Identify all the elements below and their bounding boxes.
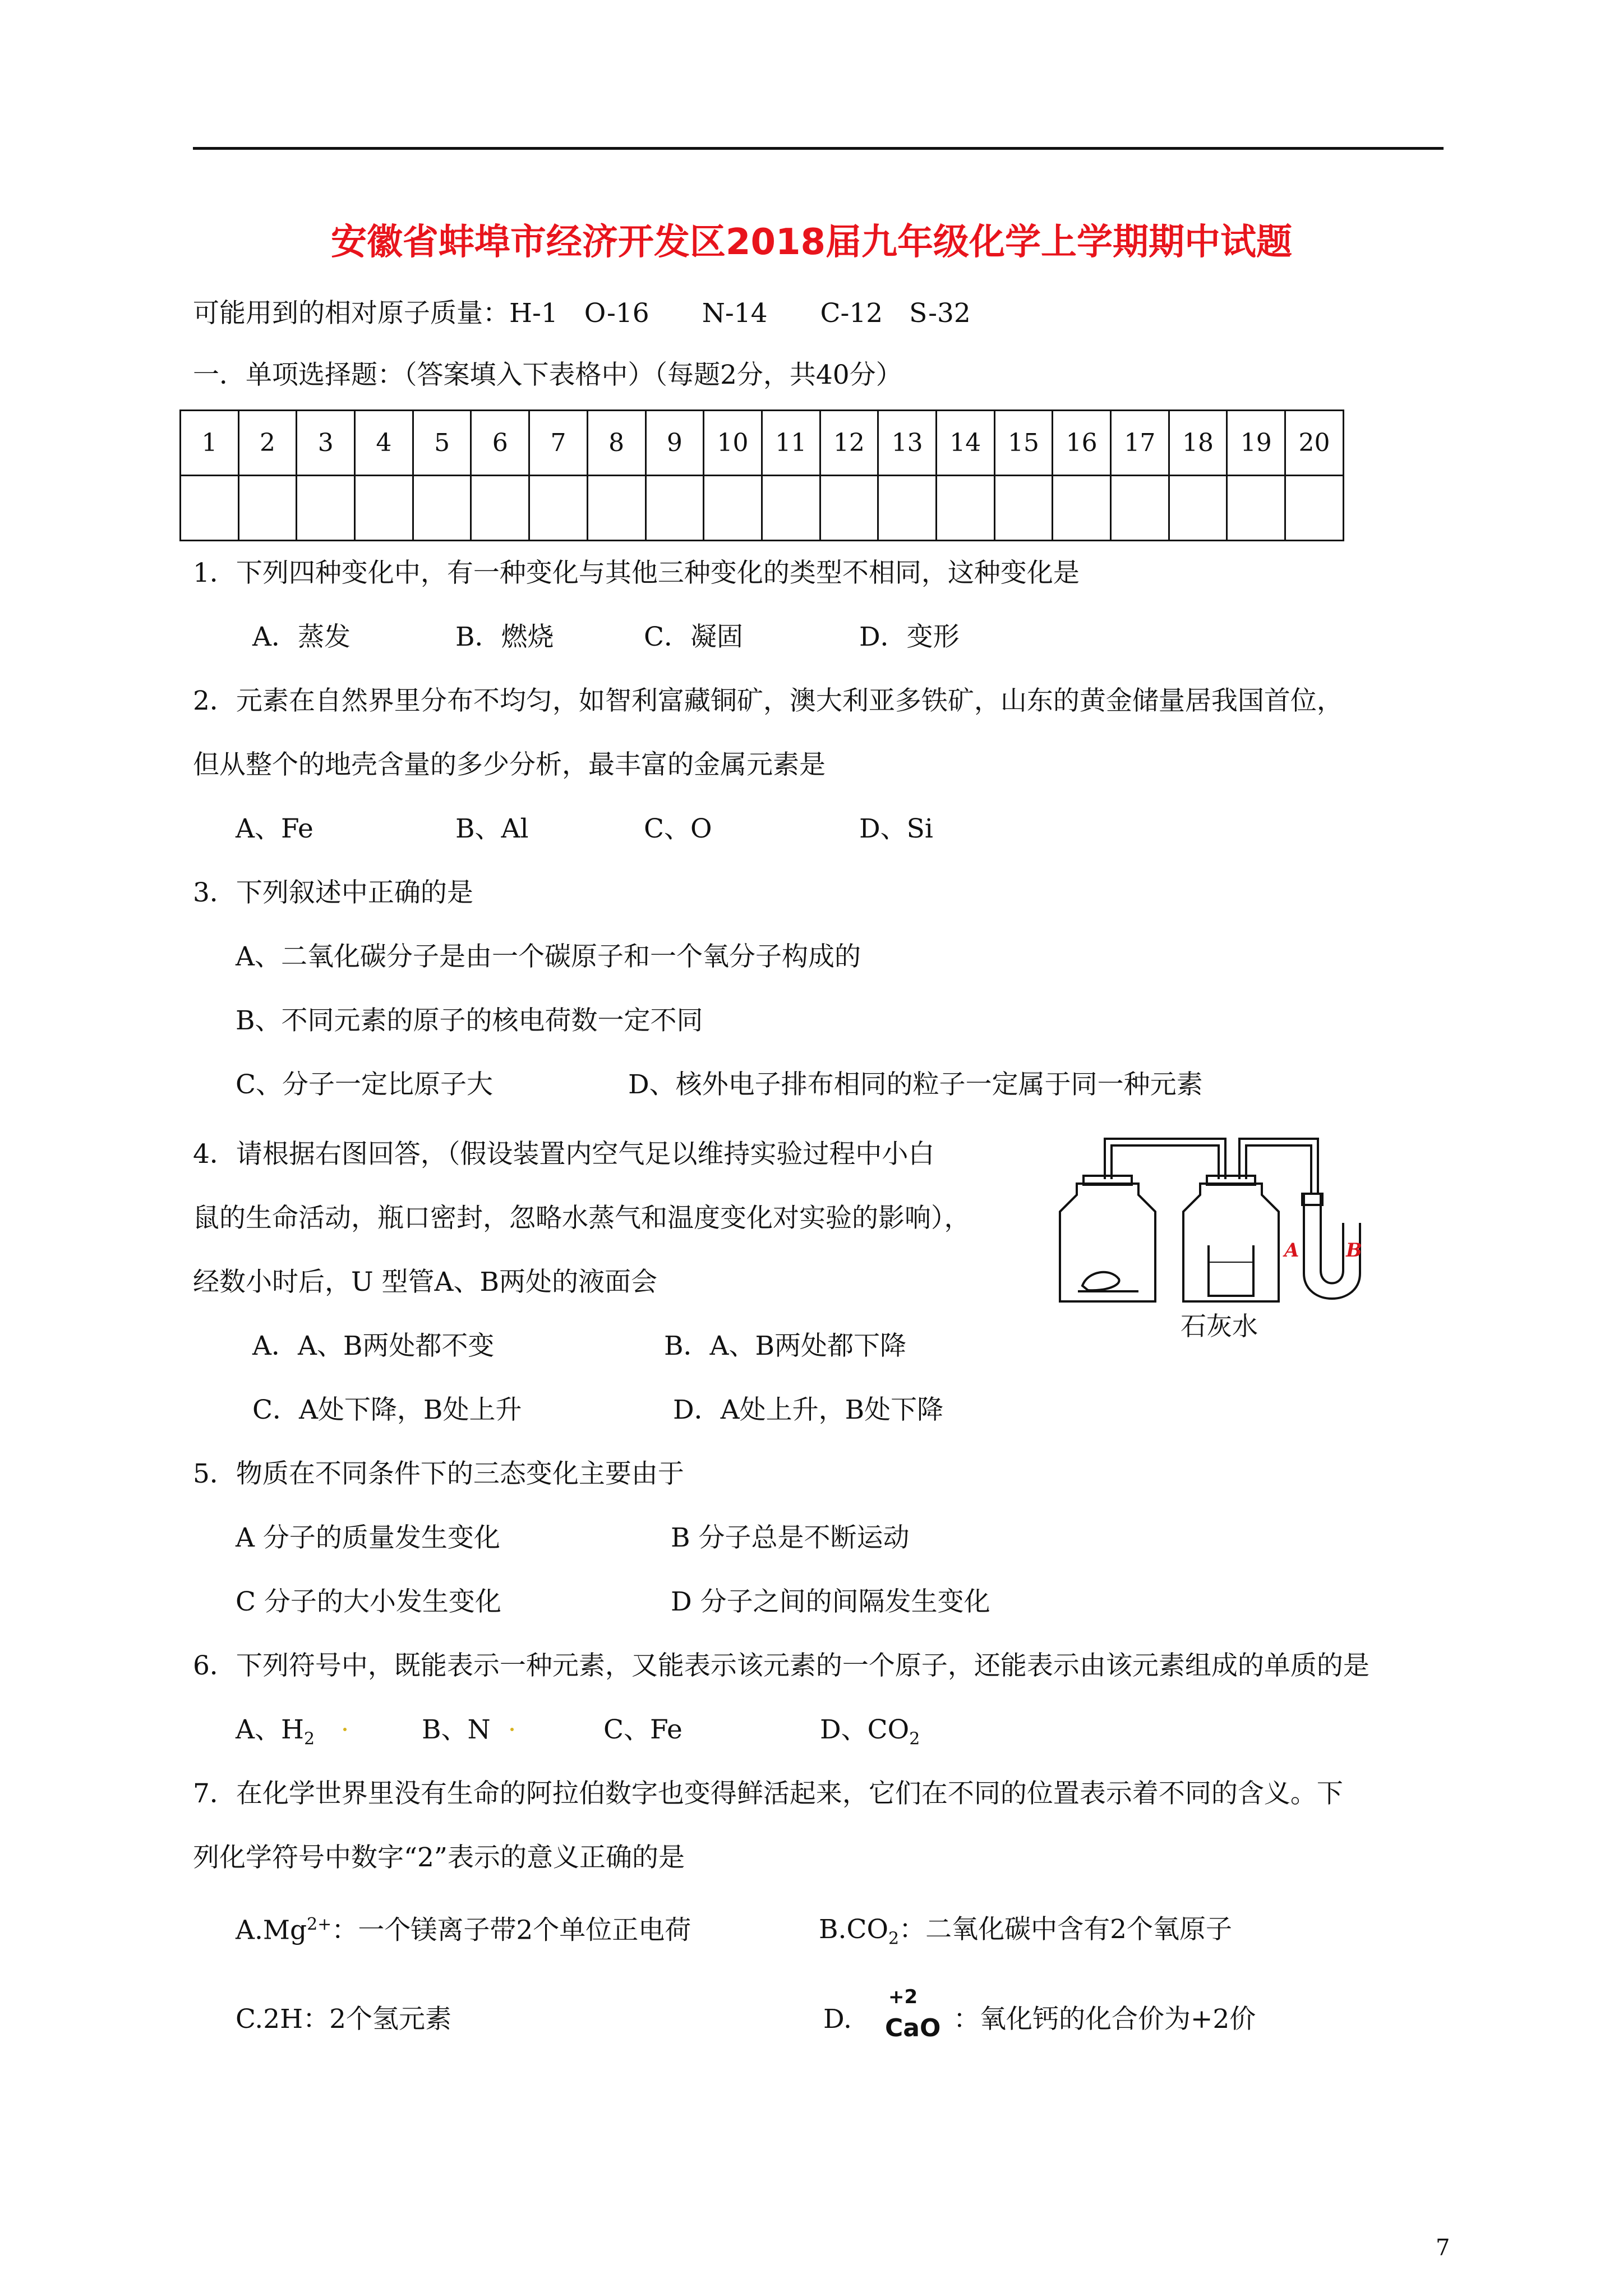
section-heading: 一．单项选择题：（答案填入下表格中）（每题2分，共40分） — [193, 360, 902, 390]
answer-blank-cell[interactable] — [762, 476, 820, 541]
q1-option-b: B．燃烧 — [455, 622, 554, 652]
question-6-stem: 6．下列符号中，既能表示一种元素，又能表示该元素的一个原子，还能表示由该元素组成的单质的是 — [193, 1650, 1370, 1681]
q5-option-c: C 分子的大小发生变化 — [236, 1586, 501, 1617]
answer-blank-cell[interactable] — [820, 476, 878, 541]
question-2-stem-1: 2．元素在自然界里分布不均匀，如智利富藏铜矿，澳大利亚多铁矿，山东的黄金储量居我国首位， — [193, 685, 1343, 716]
answer-blank-cell[interactable] — [355, 476, 413, 541]
stray-dot — [510, 1728, 514, 1731]
answer-blank-cell[interactable] — [1169, 476, 1227, 541]
cao-valence-formula — [885, 1986, 941, 2053]
answer-number-cell: 2 — [238, 411, 297, 476]
q5-option-b: B 分子总是不断运动 — [671, 1522, 910, 1553]
answer-number-cell: 18 — [1169, 411, 1227, 476]
answer-number-cell: 13 — [878, 411, 937, 476]
answer-table — [179, 409, 1344, 541]
question-7-stem-2: 列化学符号中数字“2”表示的意义正确的是 — [193, 1842, 685, 1873]
q7-option-a: $A.Mg^{2+}$：一个镁离子带2个单位正电荷 — [236, 1915, 691, 1946]
q1-option-d: D．变形 — [859, 622, 960, 652]
q3-option-c: C、分子一定比原子大 — [236, 1069, 493, 1100]
question-7-stem-1: 7．在化学世界里没有生命的阿拉伯数字也变得鲜活起来，它们在不同的位置表示着不同的含义。下 — [193, 1778, 1343, 1809]
label-a: A — [1284, 1239, 1299, 1262]
answer-blank-cell[interactable] — [181, 476, 239, 541]
q2-option-d: D、Si — [859, 813, 933, 844]
q2-option-c: C、O — [644, 813, 712, 844]
answer-blank-cell[interactable] — [238, 476, 297, 541]
question-2-stem-2: 但从整个的地壳含量的多少分析，最丰富的金属元素是 — [193, 749, 826, 780]
answer-blank-cell[interactable] — [529, 476, 588, 541]
answer-blank-cell[interactable] — [878, 476, 937, 541]
limewater-label: 石灰水 — [1181, 1311, 1258, 1341]
question-3-stem: 3．下列叙述中正确的是 — [193, 877, 473, 908]
question-4-stem-3: 经数小时后，U 型管A、B两处的液面会 — [193, 1267, 658, 1297]
q7-option-d-text: ：氧化钙的化合价为+2价 — [953, 2004, 1256, 2035]
question-4-stem-1: 4．请根据右图回答，（假设装置内空气足以维持实验过程中小白 — [193, 1139, 935, 1170]
answer-number-cell: 8 — [587, 411, 645, 476]
question-5-stem: 5．物质在不同条件下的三态变化主要由于 — [193, 1458, 684, 1489]
answer-number-cell: 12 — [820, 411, 878, 476]
answer-blank-cell[interactable] — [471, 476, 529, 541]
q1-option-c: C．凝固 — [644, 622, 743, 652]
answer-blank-cell[interactable] — [936, 476, 994, 541]
q7-option-c: C.2H：2个氢元素 — [236, 2004, 452, 2035]
answer-blank-cell[interactable] — [1053, 476, 1111, 541]
q3-option-b: B、不同元素的原子的核电荷数一定不同 — [236, 1005, 703, 1036]
answer-blank-cell[interactable] — [704, 476, 762, 541]
question-4-stem-2: 鼠的生命活动，瓶口密封，忽略水蒸气和温度变化对实验的影响）， — [193, 1203, 971, 1234]
q7-option-b: $B.CO_2$：二氧化碳中含有2个氧原子 — [819, 1914, 1232, 1949]
q1-option-a: A．蒸发 — [252, 622, 351, 652]
answer-number-cell: 16 — [1053, 411, 1111, 476]
q5-option-a: A 分子的质量发生变化 — [236, 1522, 500, 1553]
answer-blank-cell[interactable] — [645, 476, 704, 541]
page-title: 安徽省蚌埠市经济开发区2018届九年级化学上学期期中试题 — [330, 222, 1293, 263]
question-1-stem: 1．下列四种变化中，有一种变化与其他三种变化的类型不相同，这种变化是 — [193, 558, 1080, 588]
q2-option-a: A、Fe — [236, 813, 313, 844]
answer-blank-cell[interactable] — [297, 476, 355, 541]
answer-number-cell: 20 — [1285, 411, 1344, 476]
answer-blank-cell[interactable] — [413, 476, 471, 541]
cao-formula: CaO — [885, 2014, 941, 2042]
q3-option-d: D、核外电子排布相同的粒子一定属于同一种元素 — [628, 1069, 1203, 1100]
q5-option-d: D 分子之间的间隔发生变化 — [671, 1586, 990, 1617]
q6-option-a: A、$H_2$ — [236, 1714, 315, 1749]
answer-number-cell: 10 — [704, 411, 762, 476]
answer-number-cell: 14 — [936, 411, 994, 476]
answer-blank-cell[interactable] — [1111, 476, 1169, 541]
answer-number-cell: 19 — [1227, 411, 1285, 476]
answer-blank-cell[interactable] — [1227, 476, 1285, 541]
stray-dot — [343, 1728, 347, 1731]
q4-option-c: C．A处下降，B处上升 — [252, 1395, 522, 1425]
q2-option-b: B、Al — [455, 813, 529, 844]
answer-number-cell: 9 — [645, 411, 704, 476]
q3-option-a: A、二氧化碳分子是由一个碳原子和一个氧分子构成的 — [236, 941, 861, 972]
q6-option-b: B、N — [422, 1714, 491, 1745]
page-number: 7 — [1436, 2235, 1450, 2261]
q4-option-d: D．A处上升，B处下降 — [673, 1395, 944, 1425]
header-rule — [193, 147, 1444, 150]
answer-number-cell: 6 — [471, 411, 529, 476]
answer-number-cell: 3 — [297, 411, 355, 476]
q4-option-b: B．A、B两处都下降 — [664, 1331, 907, 1361]
atomic-masses: 可能用到的相对原子质量：H-1 O-16 N-14 C-12 S-32 — [193, 298, 971, 329]
answer-number-cell: 11 — [762, 411, 820, 476]
answer-number-cell: 5 — [413, 411, 471, 476]
answer-number-cell: 17 — [1111, 411, 1169, 476]
q7-option-d-label: D. — [823, 2004, 852, 2035]
label-b: B — [1346, 1239, 1362, 1262]
answer-number-cell: 7 — [529, 411, 588, 476]
answer-number-cell: 4 — [355, 411, 413, 476]
answer-number-cell: 1 — [181, 411, 239, 476]
answer-blank-cell[interactable] — [994, 476, 1053, 541]
cao-valence: +2 — [888, 1986, 918, 2008]
q6-option-c: C、Fe — [603, 1714, 683, 1745]
q6-option-d: D、$CO_2$ — [820, 1714, 920, 1749]
answer-blank-cell[interactable] — [587, 476, 645, 541]
q4-option-a: A．A、B两处都不变 — [252, 1331, 495, 1361]
answer-blank-cell[interactable] — [1285, 476, 1344, 541]
answer-number-cell: 15 — [994, 411, 1053, 476]
apparatus-figure — [1049, 1128, 1380, 1341]
